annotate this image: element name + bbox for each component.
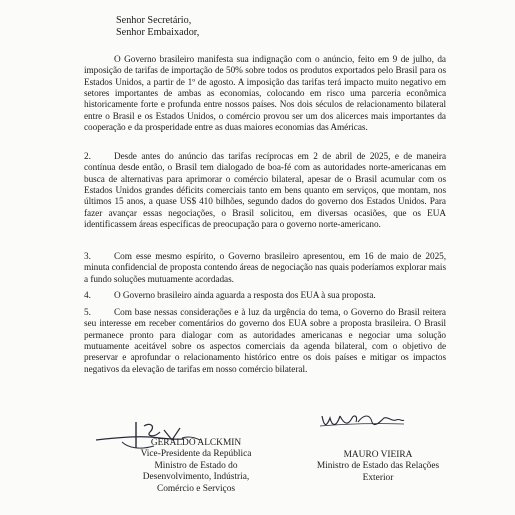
signatory-right-title-2: Exterior (362, 472, 394, 483)
signatory-left-name: GERALDO ALCKMIN (150, 438, 242, 448)
signatory-left-title-4: Comércio e Serviços (156, 483, 236, 494)
paragraph-5-text: Com base nessas considerações e à luz da urgência do tema, o Governo do Brasil reitera seu interesse em receber comentários do governo dos EUA sobre a proposta brasileira. O Brasil permanece pronto para dialogar com as autoridades americanas e negociar uma solução mutuamente aceitável sobre os aspectos comerciais da agenda bilateral, com o objetivo de preservar e aprofundar o relacionamento histórico entre os dois países e mitigar os impactos negativos da elevação de tarifas em nosso comércio bilateral. (84, 308, 446, 375)
paragraph-1 (84, 55, 446, 134)
paragraph-4-text: O Governo brasileiro ainda aguarda a resposta dos EUA à sua proposta. (114, 291, 376, 301)
signature-vieira (318, 408, 408, 436)
paragraph-3-number: 3. (84, 252, 91, 262)
paragraph-3 (84, 252, 446, 286)
signatory-left-title-1: Vice-Presidente da República (140, 449, 252, 460)
paragraph-5-number: 5. (84, 308, 91, 318)
salutation-secretary: Senhor Secretário, (116, 15, 192, 26)
signatory-right (288, 450, 468, 484)
paragraph-3-text: Com esse mesmo espírito, o Governo brasileiro apresentou, em 16 de maio de 2025, minuta confidencial de proposta contendo áreas de negociação nas quais poderíamos explorar mais a fundo soluções mutuamente acordadas. (84, 252, 446, 285)
paragraph-2-text: Desde antes do anúncio das tarifas recíprocas em 2 de abril de 2025, e de maneira contínua desde então, o Brasil tem dialogado de boa-fé com as autoridades norte-americanas em busca de alternativas para aprimorar o comércio bilateral, apesar de o Brasil acumular com os Estados Unidos grandes déficits comerciais tanto em bens quanto em serviços, que montam, nos últimos 15 anos, a quase US$ 410 bilhões, segundo dados do governo dos Estados Unidos. Para fazer avançar essas negociações, o Brasil solicitou, em diversas ocasiões, que os EUA identificassem áreas específicas de preocupação para o governo norte-americano. (84, 152, 446, 231)
paragraph-2-number: 2. (84, 152, 91, 162)
signatory-left (96, 438, 296, 495)
paragraph-5 (84, 308, 446, 376)
paragraph-4 (84, 291, 446, 302)
signatory-left-title-2: Ministro de Estado do (154, 460, 238, 471)
signatory-right-name: MAURO VIEIRA (343, 450, 413, 460)
paragraph-2 (84, 152, 446, 231)
paragraph-4-number: 4. (84, 291, 91, 301)
signatory-right-title-1: Ministro de Estado das Relações (316, 461, 440, 472)
signatory-left-title-3: Desenvolvimento, Indústria, (142, 472, 250, 483)
paragraph-1-text: O Governo brasileiro manifesta sua indignação com o anúncio, feito em 9 de julho, da imposição de tarifas de importação de 50% sobre todos os produtos exportados pelo Brasil para os Estados Unidos, a partir de 1º de agosto. A imposição das tarifas terá impacto muito negativo em setores importantes de ambas as economias, colocando em risco uma parceria econômica historicamente forte e profunda entre nossos países. Nos dois séculos de relacionamento bilateral entre o Brasil e os Estados Unidos, o comércio provou ser um dos alicerces mais importantes da cooperação e da prosperidade entre as duas maiores economias das Américas. (84, 55, 446, 134)
salutation-ambassador: Senhor Embaixador, (116, 27, 200, 38)
